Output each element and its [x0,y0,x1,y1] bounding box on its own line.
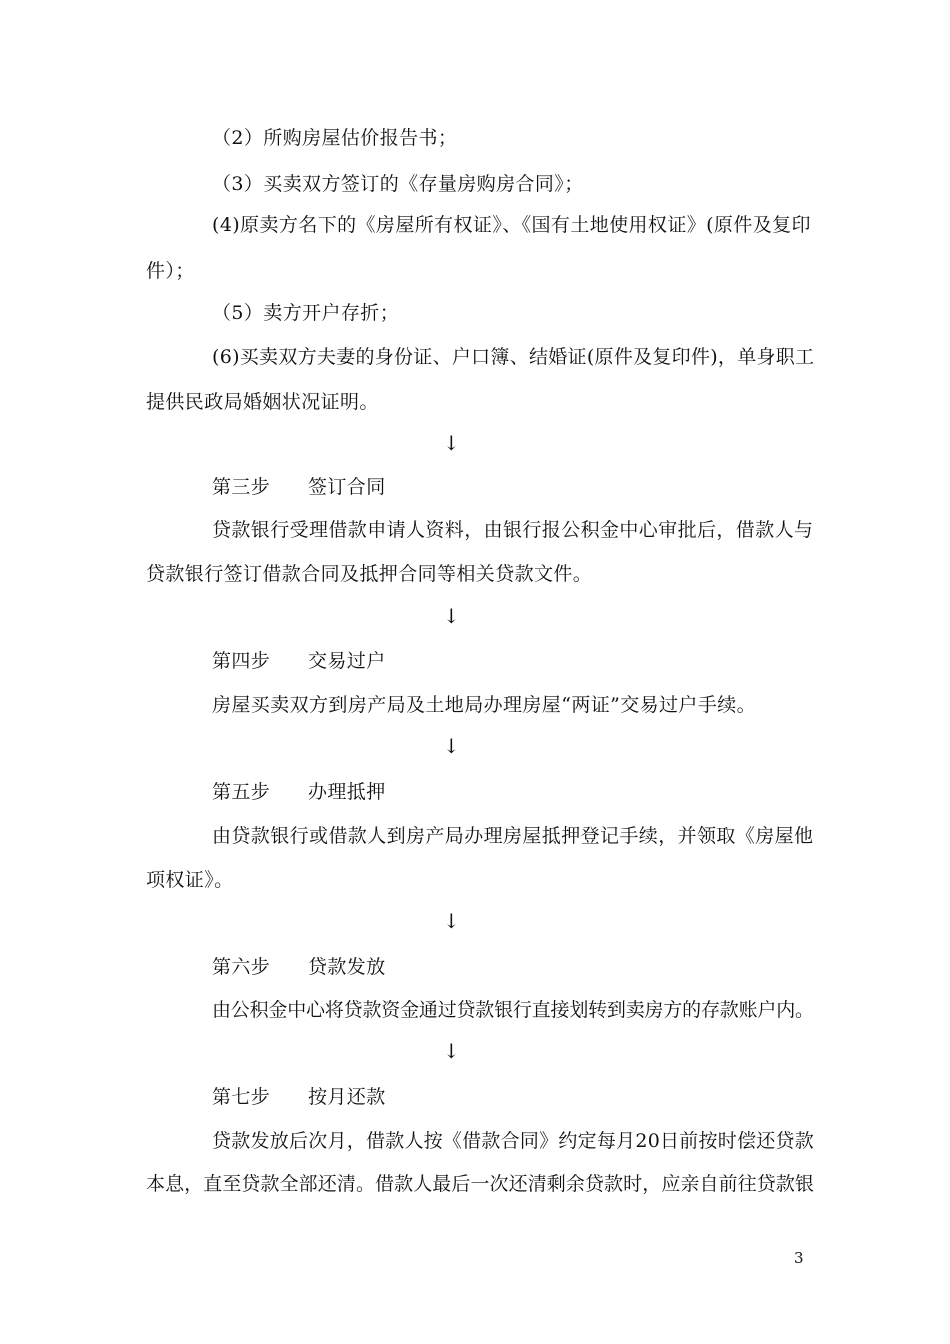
step-title: 办理抵押 [308,781,386,803]
step-body-line-2: 项权证》。 [146,869,234,891]
material-item-2: （2）所购房屋估价报告书； [212,127,458,149]
step-body-line-1: 贷款银行受理借款申请人资料，由银行报公积金中心审批后，借款人与 [212,519,814,541]
material-item-6-line-2: 提供民政局婚姻状况证明。 [146,391,379,413]
step-heading [212,475,386,499]
step-body-line-2: 本息，直至贷款全部还清。借款人最后一次还清剩余贷款时，应亲自前往贷款银 [146,1173,815,1195]
page-number: 3 [794,1249,804,1267]
step-body-line-1: 贷款发放后次月，借款人按《借款合同》约定每月20日前按时偿还贷款 [212,1130,814,1152]
material-item-4-line-2: 件）； [146,260,195,282]
step-title: 交易过户 [308,650,386,672]
step-number: 第六步 [212,956,271,978]
flow-arrow-down-icon: ↓ [443,734,460,758]
step-number: 第五步 [212,781,271,803]
flow-arrow-down-icon: ↓ [443,604,460,628]
step-number: 第七步 [212,1086,271,1108]
flow-arrow-down-icon: ↓ [443,909,460,933]
material-item-4-line-1: (4)原卖方名下的《房屋所有权证》、《国有土地使用权证》(原件及复印 [212,214,811,236]
step-title: 签订合同 [308,476,386,498]
material-item-3: （3）买卖双方签订的《存量房购房合同》； [212,173,584,195]
material-item-5: （5）卖方开户存折； [212,302,400,324]
step-title: 按月还款 [308,1086,386,1108]
flow-arrow-down-icon: ↓ [443,431,460,455]
step-body-line-1: 房屋买卖双方到房产局及土地局办理房屋“两证”交易过户手续。 [212,694,757,716]
step-heading [212,649,386,673]
flow-arrow-down-icon: ↓ [443,1039,460,1063]
step-body-line-1: 由贷款银行或借款人到房产局办理房屋抵押登记手续，并领取《房屋他 [212,825,814,847]
step-body-line-2: 贷款银行签订借款合同及抵押合同等相关贷款文件。 [146,563,593,585]
step-body-line-1: 由公积金中心将贷款资金通过贷款银行直接划转到卖房方的存款账户内。 [212,999,814,1021]
step-number: 第三步 [212,476,271,498]
step-heading [212,1085,386,1109]
material-item-6-line-1: (6)买卖双方夫妻的身份证、户口簿、结婚证(原件及复印件)，单身职工 [212,346,815,368]
step-number: 第四步 [212,650,271,672]
step-title: 贷款发放 [308,956,386,978]
step-heading [212,780,386,804]
step-heading [212,955,386,979]
